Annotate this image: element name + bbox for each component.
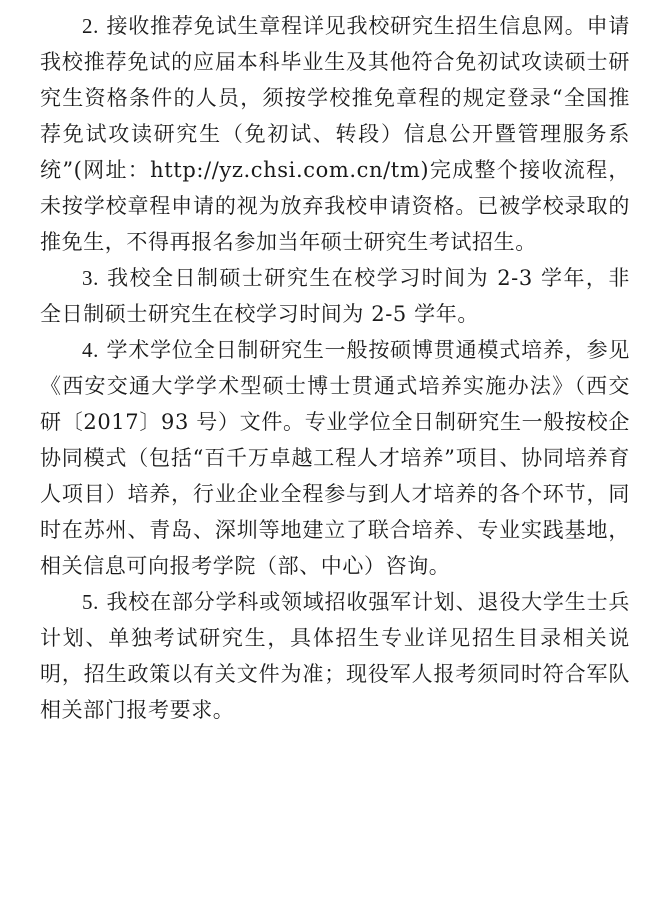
document-page [40,8,630,728]
paragraph-3 [40,260,630,332]
paragraph-text: 我校全日制硕士研究生在校学习时间为 2-3 学年，非全日制硕士研究生在校学习时间为 2-5 学年。 [40,266,630,326]
paragraph-number: 2. [82,14,99,38]
paragraph-number: 5. [82,590,99,614]
paragraph-text: 学术学位全日制研究生一般按硕博贯通模式培养，参见《西安交通大学学术型硕士博士贯通式培养实施办法》（西交研〔2017〕93 号）文件。专业学位全日制研究生一般按校企协同模式（包括“百千万卓越工程人才培养”项目、协同培养育人项目）培养，行业企业全程参与到人才培养的各个环节，同时在苏州、青岛、深圳等地建立了联合培养、专业实践基地，相关信息可向报考学院（部、中心）咨询。 [40,338,630,578]
paragraph-5 [40,584,630,728]
paragraph-text: 我校在部分学科或领域招收强军计划、退役大学生士兵计划、单独考试研究生，具体招生专业详见招生目录相关说明，招生政策以有关文件为准；现役军人报考须同时符合军队相关部门报考要求。 [40,590,630,722]
paragraph-4 [40,332,630,584]
paragraph-text: 接收推荐免试生章程详见我校研究生招生信息网。申请我校推荐免试的应届本科毕业生及其他符合免初试攻读硕士研究生资格条件的人员，须按学校推免章程的规定登录“全国推荐免试攻读研究生（免初试、转段）信息公开暨管理服务系统”(网址：http://yz.chsi.com.cn/tm)完成整个接收流程，未按学校章程申请的视为放弃我校申请资格。已被学校录取的推免生，不得再报名参加当年硕士研究生考试招生。 [40,14,630,254]
paragraph-number: 3. [82,266,99,290]
paragraph-number: 4. [82,338,99,362]
paragraph-2 [40,8,630,260]
